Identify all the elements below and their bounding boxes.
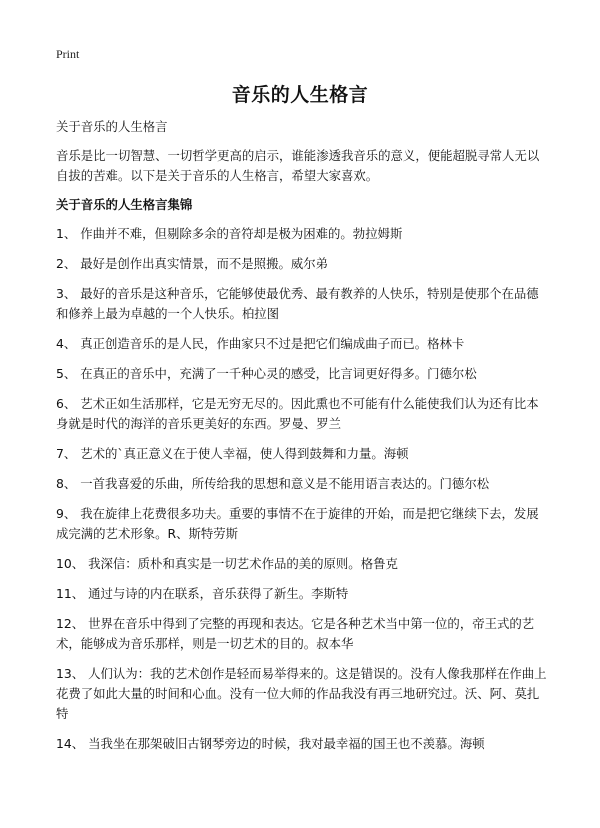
list-item: 10、 我深信：质朴和真实是一切艺术作品的美的原则。格鲁克 (56, 556, 398, 571)
list-item: 3、 最好的音乐是这种音乐，它能够使最优秀、最有教养的人快乐，特别是使那个在品德和修养上最为卓越的一个人快乐。柏拉图 (56, 286, 539, 321)
list-item: 1、 作曲并不难，但剔除多余的音符却是极为困难的。勃拉姆斯 (56, 226, 403, 241)
article-body (56, 117, 550, 764)
list-item: 7、 艺术的`真正意义在于使人幸福，使人得到鼓舞和力量。海顿 (56, 446, 409, 461)
list-item: 4、 真正创造音乐的是人民，作曲家只不过是把它们编成曲子而已。格林卡 (56, 336, 465, 351)
article-subtitle: 关于音乐的人生格言 (56, 119, 168, 134)
list-item: 14、 当我坐在那架破旧古钢琴旁边的时候，我对最幸福的国王也不羡慕。海顿 (56, 736, 485, 751)
section-heading: 关于音乐的人生格言集锦 (56, 197, 193, 212)
list-item: 13、 人们认为：我的艺术创作是轻而易举得来的。这是错误的。没有人像我那样在作曲上花费了如此大量的时间和心血。没有一位大师的作品我没有再三地研究过。沃、阿、莫扎特 (56, 666, 547, 721)
intro-paragraph: 音乐是比一切智慧、一切哲学更高的启示，谁能渗透我音乐的意义，便能超脱寻常人无以自拔的苦难。以下是关于音乐的人生格言，希望大家喜欢。 (56, 148, 540, 183)
list-item: 8、 一首我喜爱的乐曲，所传给我的思想和意义是不能用语言表达的。门德尔松 (56, 476, 490, 491)
list-item: 6、 艺术正如生活那样，它是无穷无尽的。因此熏也不可能有什么能使我们认为还有比本身就是时代的海洋的音乐更美好的东西。罗曼、罗兰 (56, 396, 539, 431)
list-item: 9、 我在旋律上花费很多功夫。重要的事情不在于旋律的开始，而是把它继续下去，发展成完满的艺术形象。R、斯特劳斯 (56, 506, 539, 541)
page-title: 音乐的人生格言 (231, 84, 369, 106)
list-item: 11、 通过与诗的内在联系，音乐获得了新生。李斯特 (56, 586, 349, 601)
quote-list (56, 224, 550, 754)
list-item: 2、 最好是创作出真实情景，而不是照搬。威尔弟 (56, 256, 329, 271)
list-item: 12、 世界在音乐中得到了完整的再现和表达。它是各种艺术当中第一位的，帝王式的艺术，能够成为音乐那样，则是一切艺术的目的。叔本华 (56, 616, 535, 651)
print-link[interactable]: Print (56, 47, 80, 61)
list-item: 5、 在真正的音乐中，充满了一千种心灵的感受，比言词更好得多。门德尔松 (56, 366, 477, 381)
